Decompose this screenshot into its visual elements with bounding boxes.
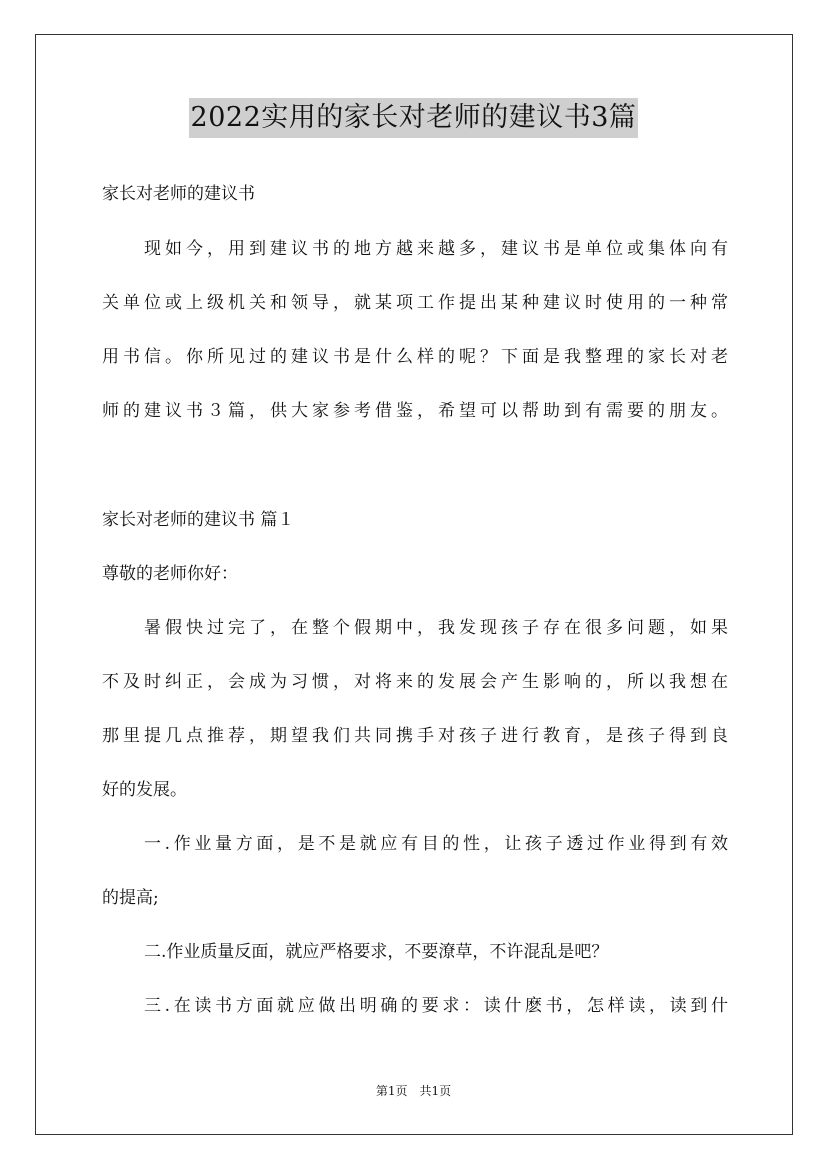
body-line-6: 的提高; — [102, 888, 159, 908]
page-footer: 第1页 共1页 — [375, 1084, 452, 1098]
body-line-5: 一.作业量方面，是不是就应有目的性，让孩子透过作业得到有效 — [144, 834, 728, 854]
body-line-1: 暑假快过完了，在整个假期中，我发现孩子存在很多问题，如果 — [144, 618, 728, 638]
body-line-7: 二.作业质量反面，就应严格要求，不要潦草，不许混乱是吧？ — [144, 942, 609, 962]
body-line-4: 好的发展。 — [102, 780, 187, 800]
document-title: 2022实用的家长对老师的建议书3篇 — [189, 98, 639, 138]
intro-heading: 家长对老师的建议书 — [102, 184, 255, 204]
section-heading: 家长对老师的建议书 篇１ — [102, 510, 295, 530]
intro-line-1: 现如今，用到建议书的地方越来越多，建议书是单位或集体向有 — [144, 239, 728, 259]
intro-line-3: 用书信。你所见过的建议书是什么样的呢？下面是我整理的家长对老 — [102, 347, 728, 367]
intro-line-2: 关单位或上级机关和领导，就某项工作提出某种建议时使用的一种常 — [102, 293, 728, 313]
title-container — [0, 98, 827, 138]
body-line-3: 那里提几点推荐，期望我们共同携手对孩子进行教育，是孩子得到良 — [102, 726, 728, 746]
intro-line-4: 师的建议书３篇，供大家参考借鉴，希望可以帮助到有需要的朋友。 — [102, 401, 728, 421]
body-line-8: 三.在读书方面就应做出明确的要求：读什麽书，怎样读，读到什 — [144, 996, 728, 1016]
salutation: 尊敬的老师你好： — [102, 564, 238, 584]
body-line-2: 不及时纠正，会成为习惯，对将来的发展会产生影响的，所以我想在 — [102, 672, 728, 692]
